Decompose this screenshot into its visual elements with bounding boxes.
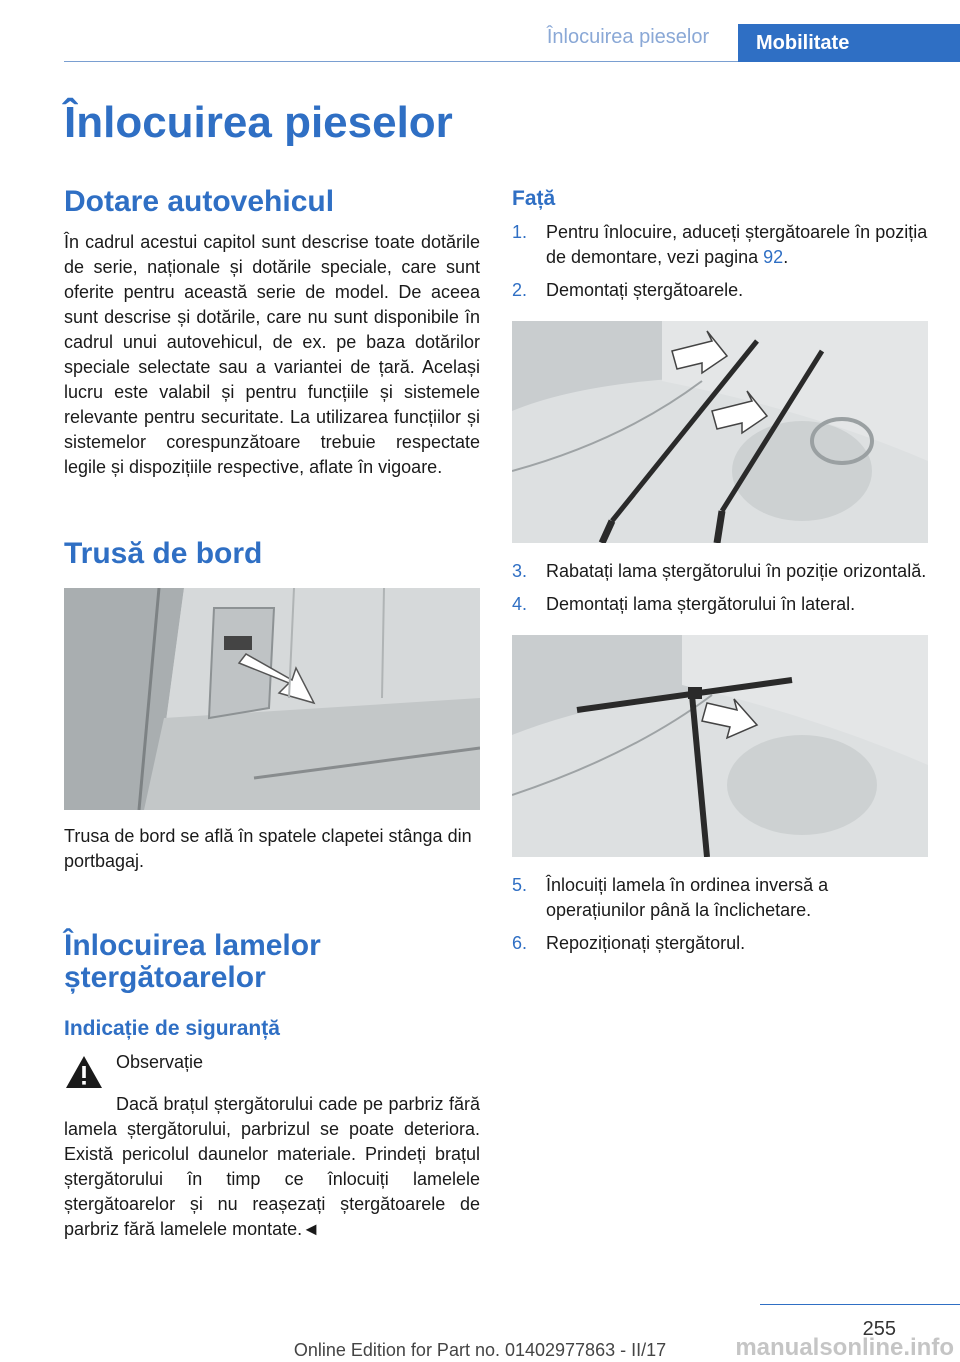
trusa-body: Trusa de bord se află în spatele clapetei stânga din portbagaj. [64,826,472,871]
wiper-figure-1 [512,321,928,543]
step-item [512,592,928,617]
step-text: Demontați lama ștergătorului în lateral. [546,594,856,614]
step-text: Demontați ștergătoarele. [546,280,744,300]
trunk-figure [64,588,480,810]
dotare-heading: Dotare autovehicul [64,185,335,218]
fata-heading: Față [512,187,556,210]
safety-heading: Indicație de siguranță [64,1017,280,1040]
trusa-heading: Trusă de bord [64,537,263,570]
step-text-end: . [783,247,789,267]
warning-title: Observație [116,1052,204,1072]
header-chapter-tab: Mobilitate [738,24,960,62]
footer-rule [760,1304,960,1305]
step-text-main: Pentru înlocuire, aduceți ștergătoarele în poziția de demontare, vezi pagina [546,222,928,267]
wiper-removal-illustration [512,321,928,543]
edition-line: Online Edition for Part no. 01402977863 - II/17 [293,1340,667,1360]
wiper-blade-illustration [512,635,928,857]
page-link[interactable]: 92 [763,247,784,267]
lamele-heading: Înlocuirea lamelor ștergătoarelor [64,929,321,994]
watermark: manualsonline.info [735,1334,954,1361]
step-number: 1. [512,222,528,242]
trunk-illustration [64,588,480,810]
step-item [512,278,928,303]
step-number: 3. [512,561,528,581]
step-text: Repoziționați ștergătorul. [546,933,746,953]
warning-triangle-icon [64,1054,104,1090]
step-number: 2. [512,280,528,300]
step-number: 6. [512,933,528,953]
step-number: 5. [512,875,528,895]
header-section-title: Înlocuirea pieselor [546,26,710,48]
step-item [512,220,928,270]
step-item [512,559,928,584]
step-number: 4. [512,594,528,614]
dotare-body: În cadrul acestui capitol sunt descrise toate dotările de serie, naționale și dotările speciale, care sunt oferite pentru această serie de model. De aceea sunt descrise și dotările, care nu sunt disponibile în cadrul unui autovehicul, de ex. pe baza dotărilor speciale selectate sau a variantei de țară. Același lucru este valabil și pentru funcțiile și sistemele relevante pentru securitate. La utilizarea funcțiilor și sistemelor corespunzătoare trebuie respectate legile și dispozițiile respective, aflate în vigoare. [64,232,480,477]
steps-list-b [512,559,928,617]
step-text: Înlocuiți lamela în ordinea inversă a operațiunilor până la înclichetare. [546,875,829,920]
step-item [512,873,928,923]
warning-text: Dacă brațul ștergătorului cade pe parbriz fără lamela ștergătorului, parbrizul se poate deteriora. Există pericolul daunelor materiale. Prindeți brațul ștergătorului în timp ce înlocuiți lamelele ștergătoarelor și nu reașezați ștergătoarele de parbriz fără lamelele montate.◄ [64,1094,480,1239]
left-column [64,186,480,1242]
steps-list-a [512,220,928,303]
steps-list-c [512,873,928,956]
page-title: Înlocuirea pieselor [64,98,453,147]
step-text [546,220,928,270]
step-text: Rabatați lama ștergătorului în poziție orizontală. [546,561,927,581]
right-column [512,186,928,956]
wiper-figure-2 [512,635,928,857]
page-number: 255 [862,1318,896,1340]
step-item [512,931,928,956]
warning-box [64,1050,480,1090]
